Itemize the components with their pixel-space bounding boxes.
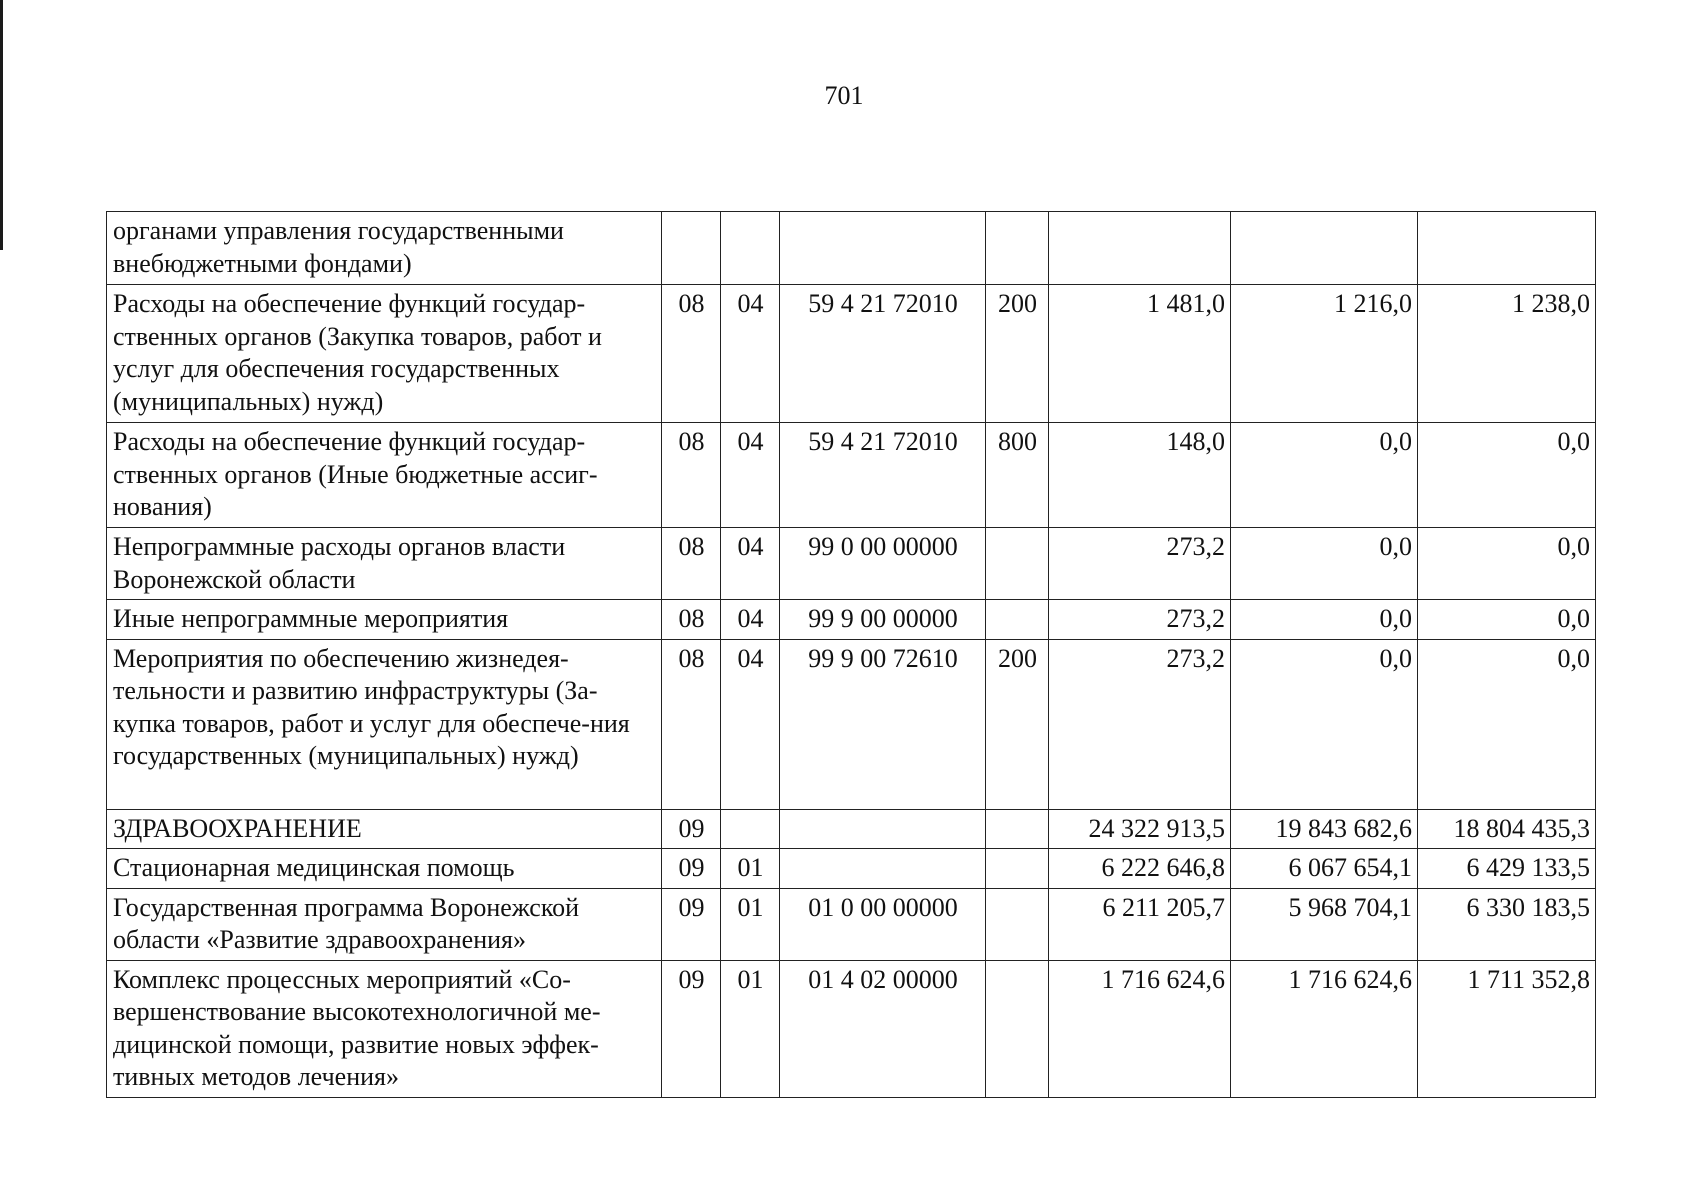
amount-year-1: 6 211 205,7 [1049,888,1231,960]
table-row [107,285,1596,423]
row-name: Комплекс процессных мероприятий «Со-вершенствование высокотехнологичной ме-дицинской помощи, развитие новых эффек-тивных методов лечения» [107,960,662,1097]
subsection-code: 01 [721,888,780,960]
expense-type-code: 800 [986,423,1049,528]
table-row [107,960,1596,1097]
amount-year-1 [1049,212,1231,285]
table-row [107,212,1596,285]
subsection-code: 01 [721,849,780,889]
expense-type-code [986,528,1049,600]
table-row [107,423,1596,528]
section-code: 09 [662,960,721,1097]
amount-year-1: 273,2 [1049,639,1231,809]
page-number: 701 [824,81,864,110]
amount-year-2: 19 843 682,6 [1231,809,1418,849]
row-name: Государственная программа Воронежской области «Развитие здравоохранения» [107,888,662,960]
table-row [107,888,1596,960]
section-code: 08 [662,285,721,423]
target-article-code [780,212,986,285]
target-article-code: 01 0 00 00000 [780,888,986,960]
amount-year-3: 0,0 [1418,528,1596,600]
amount-year-2: 5 968 704,1 [1231,888,1418,960]
row-name: Расходы на обеспечение функций государ-ственных органов (Иные бюджетные ассиг-нования) [107,423,662,528]
expense-type-code: 200 [986,639,1049,809]
subsection-code: 04 [721,528,780,600]
subsection-code: 01 [721,960,780,1097]
amount-year-1: 1 481,0 [1049,285,1231,423]
target-article-code: 99 0 00 00000 [780,528,986,600]
row-name: Иные непрограммные мероприятия [107,600,662,640]
amount-year-3: 18 804 435,3 [1418,809,1596,849]
target-article-code [780,849,986,889]
subsection-code: 04 [721,639,780,809]
amount-year-3: 1 238,0 [1418,285,1596,423]
expense-type-code [986,849,1049,889]
amount-year-3: 1 711 352,8 [1418,960,1596,1097]
target-article-code: 59 4 21 72010 [780,285,986,423]
amount-year-1: 273,2 [1049,528,1231,600]
row-name: органами управления государственными внебюджетными фондами) [107,212,662,285]
amount-year-1: 6 222 646,8 [1049,849,1231,889]
section-code: 08 [662,423,721,528]
subsection-code [721,809,780,849]
subsection-code: 04 [721,285,780,423]
subsection-code: 04 [721,423,780,528]
section-code: 09 [662,849,721,889]
target-article-code [780,809,986,849]
section-code: 08 [662,600,721,640]
section-code: 08 [662,528,721,600]
table-row [107,600,1596,640]
amount-year-1: 273,2 [1049,600,1231,640]
amount-year-3: 0,0 [1418,600,1596,640]
row-name: ЗДРАВООХРАНЕНИЕ [107,809,662,849]
amount-year-2: 1 216,0 [1231,285,1418,423]
scan-edge-line [0,0,3,250]
amount-year-2: 0,0 [1231,423,1418,528]
expense-type-code [986,600,1049,640]
amount-year-3: 0,0 [1418,423,1596,528]
target-article-code: 99 9 00 72610 [780,639,986,809]
row-name: Расходы на обеспечение функций государ-ственных органов (Закупка товаров, работ и услуг для обеспечения государственных (муниципальных) нужд) [107,285,662,423]
section-code: 09 [662,809,721,849]
target-article-code: 01 4 02 00000 [780,960,986,1097]
table-row [107,639,1596,809]
row-name: Мероприятия по обеспечению жизнедея-тельности и развитию инфраструктуры (За-купка товаров, работ и услуг для обеспече-ния государственных (муниципальных) нужд) [107,639,662,809]
target-article-code: 59 4 21 72010 [780,423,986,528]
amount-year-1: 24 322 913,5 [1049,809,1231,849]
budget-table [106,211,1596,1098]
row-name: Непрограммные расходы органов власти Воронежской области [107,528,662,600]
amount-year-1: 1 716 624,6 [1049,960,1231,1097]
amount-year-3: 6 429 133,5 [1418,849,1596,889]
table-row [107,849,1596,889]
amount-year-3: 6 330 183,5 [1418,888,1596,960]
amount-year-2: 6 067 654,1 [1231,849,1418,889]
table-row [107,528,1596,600]
expense-type-code [986,888,1049,960]
expense-type-code: 200 [986,285,1049,423]
expense-type-code [986,960,1049,1097]
section-code [662,212,721,285]
expense-type-code [986,809,1049,849]
section-code: 08 [662,639,721,809]
amount-year-2: 1 716 624,6 [1231,960,1418,1097]
subsection-code [721,212,780,285]
row-name: Стационарная медицинская помощь [107,849,662,889]
amount-year-3 [1418,212,1596,285]
amount-year-2 [1231,212,1418,285]
amount-year-2: 0,0 [1231,639,1418,809]
target-article-code: 99 9 00 00000 [780,600,986,640]
section-code: 09 [662,888,721,960]
amount-year-2: 0,0 [1231,528,1418,600]
table-row [107,809,1596,849]
expense-type-code [986,212,1049,285]
amount-year-1: 148,0 [1049,423,1231,528]
subsection-code: 04 [721,600,780,640]
amount-year-2: 0,0 [1231,600,1418,640]
amount-year-3: 0,0 [1418,639,1596,809]
